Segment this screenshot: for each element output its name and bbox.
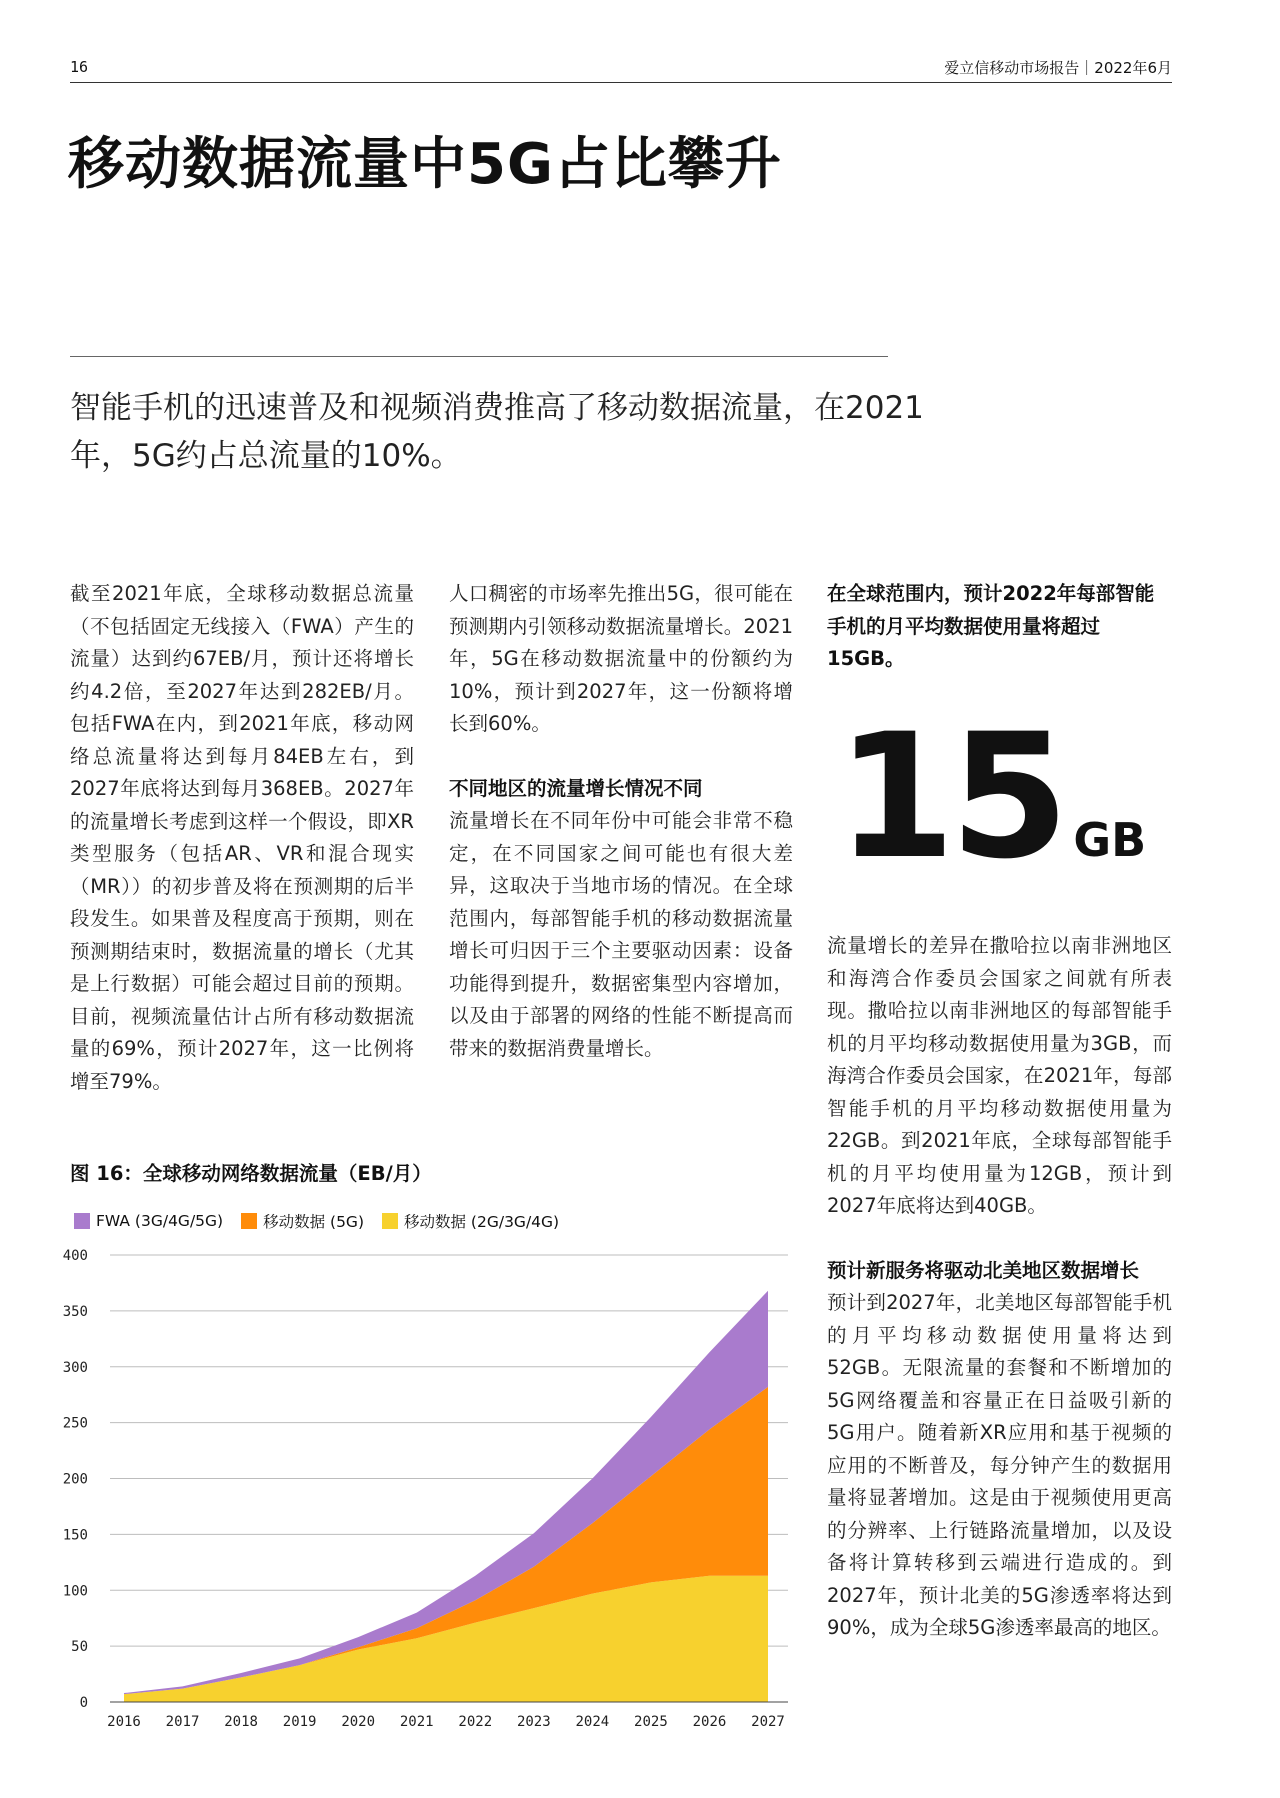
chart-legend: [74, 1210, 577, 1232]
traffic-area-chart: [60, 1240, 800, 1760]
column-2: [449, 578, 793, 1065]
x-tick-label-2023: 2023: [516, 1714, 551, 1730]
x-tick-label-2016: 2016: [107, 1714, 141, 1730]
column-3: [827, 930, 1172, 1645]
legend-label-fwa: FWA (3G/4G/5G): [96, 1212, 224, 1230]
header-divider: [70, 82, 1172, 83]
spacer: [827, 1223, 1172, 1255]
column-1: [70, 578, 414, 1098]
callout-text: 在全球范围内，预计2022年每部智能手机的月平均数据使用量将超过15GB。: [827, 582, 1155, 670]
page-number: 16: [70, 58, 89, 76]
chart-title: 图 16：全球移动网络数据流量（EB/月）: [70, 1162, 432, 1185]
y-tick-label-400: 400: [62, 1248, 88, 1264]
page-title: 移动数据流量中5G占比攀升: [68, 132, 782, 197]
y-tick-label-200: 200: [62, 1471, 88, 1488]
column-1-paragraph: 截至2021年底，全球移动数据总流量（不包括固定无线接入（FWA）产生的流量）达到约67EB/月，预计还将增长约4.2倍，至2027年达到282EB/月。包括FWA在内，到2021年底，移动网络总流量将达到每月84EB左右，到2027年底将达到每月368EB。2027年的流量增长考虑到这样一个假设，即XR类型服务（包括AR、VR和混合现实（MR））的初步普及将在预测期的后半段发生。如果普及程度高于预期，则在预测期结束时，数据流量的增长（尤其是上行数据）可能会超过目前的预期。目前，视频流量估计占所有移动数据流量的69%，预计2027年，这一比例将增至79%。: [70, 582, 414, 1093]
spacer: [449, 741, 793, 773]
y-tick-label-350: 350: [62, 1303, 88, 1320]
legend-item-4g: [382, 1210, 559, 1232]
report-header: 爱立信移动市场报告｜2022年6月: [944, 59, 1172, 77]
big-stat: [836, 696, 1147, 897]
legend-label-5g: 移动数据 (5G): [263, 1213, 364, 1231]
x-tick-label-2020: 2020: [341, 1714, 376, 1730]
legend-item-fwa: [74, 1212, 223, 1230]
x-tick-label-2022: 2022: [458, 1714, 493, 1730]
x-tick-label-2021: 2021: [399, 1714, 434, 1730]
x-tick-label-2018: 2018: [224, 1714, 258, 1730]
column-2-paragraph-2: 流量增长在不同年份中可能会非常不稳定，在不同国家之间可能也有很大差异，这取决于当地市场的情况。在全球范围内，每部智能手机的移动数据流量增长可归因于三个主要驱动因素：设备功能得到提升，数据密集型内容增加，以及由于部署的网络的性能不断提高而带来的数据消费量增长。: [449, 809, 793, 1060]
x-tick-label-2024: 2024: [575, 1714, 610, 1730]
big-stat-unit: GB: [1073, 813, 1147, 867]
title-divider: [70, 356, 888, 357]
column-2-paragraph-1: 人口稠密的市场率先推出5G，很可能在预测期内引领移动数据流量增长。2021年，5G在移动数据流量中的份额约为10%，预计到2027年，这一份额将增长到60%。: [449, 582, 793, 735]
y-tick-label-0: 0: [79, 1695, 88, 1711]
x-tick-label-2025: 2025: [634, 1714, 668, 1730]
lead-paragraph: 智能手机的迅速普及和视频消费推高了移动数据流量，在2021年，5G约占总流量的10%。: [70, 390, 924, 474]
legend-item-5g: [241, 1210, 364, 1232]
column-3-paragraph-2: 预计到2027年，北美地区每部智能手机的月平均移动数据使用量将达到52GB。无限流量的套餐和不断增加的5G网络覆盖和容量正在日益吸引新的5G用户。随着新XR应用和基于视频的应用的不断普及，每分钟产生的数据用量将显著增加。这是由于视频使用更高的分辨率、上行链路流量增加，以及设备将计算转移到云端进行造成的。到2027年，预计北美的5G渗透率将达到90%，成为全球5G渗透率最高的地区。: [827, 1291, 1172, 1639]
big-stat-number: 15: [836, 696, 1064, 897]
x-tick-label-2026: 2026: [692, 1714, 727, 1730]
y-tick-label-50: 50: [71, 1639, 88, 1656]
regional-growth-subhead: 不同地区的流量增长情况不同: [449, 776, 703, 800]
column-3-paragraph-1: 流量增长的差异在撒哈拉以南非洲地区和海湾合作委员会国家之间就有所表现。撒哈拉以南非洲地区的每部智能手机的月平均移动数据使用量为3GB，而海湾合作委员会国家，在2021年，每部智能手机的月平均移动数据使用量为22GB。到2021年底，全球每部智能手机的月平均使用量为12GB，预计到2027年底将达到40GB。: [827, 934, 1172, 1217]
legend-swatch-4g: [382, 1213, 398, 1229]
legend-label-4g: 移动数据 (2G/3G/4G): [404, 1213, 560, 1231]
y-tick-label-300: 300: [62, 1359, 88, 1376]
x-tick-label-2019: 2019: [282, 1714, 317, 1730]
x-tick-label-2017: 2017: [165, 1714, 200, 1730]
legend-swatch-fwa: [74, 1213, 90, 1229]
x-tick-label-2027: 2027: [751, 1714, 785, 1730]
y-tick-label-100: 100: [62, 1583, 88, 1600]
north-america-subhead: 预计新服务将驱动北美地区数据增长: [827, 1258, 1140, 1282]
legend-swatch-5g: [241, 1213, 257, 1229]
y-tick-label-150: 150: [62, 1527, 88, 1544]
y-tick-label-250: 250: [62, 1415, 88, 1432]
